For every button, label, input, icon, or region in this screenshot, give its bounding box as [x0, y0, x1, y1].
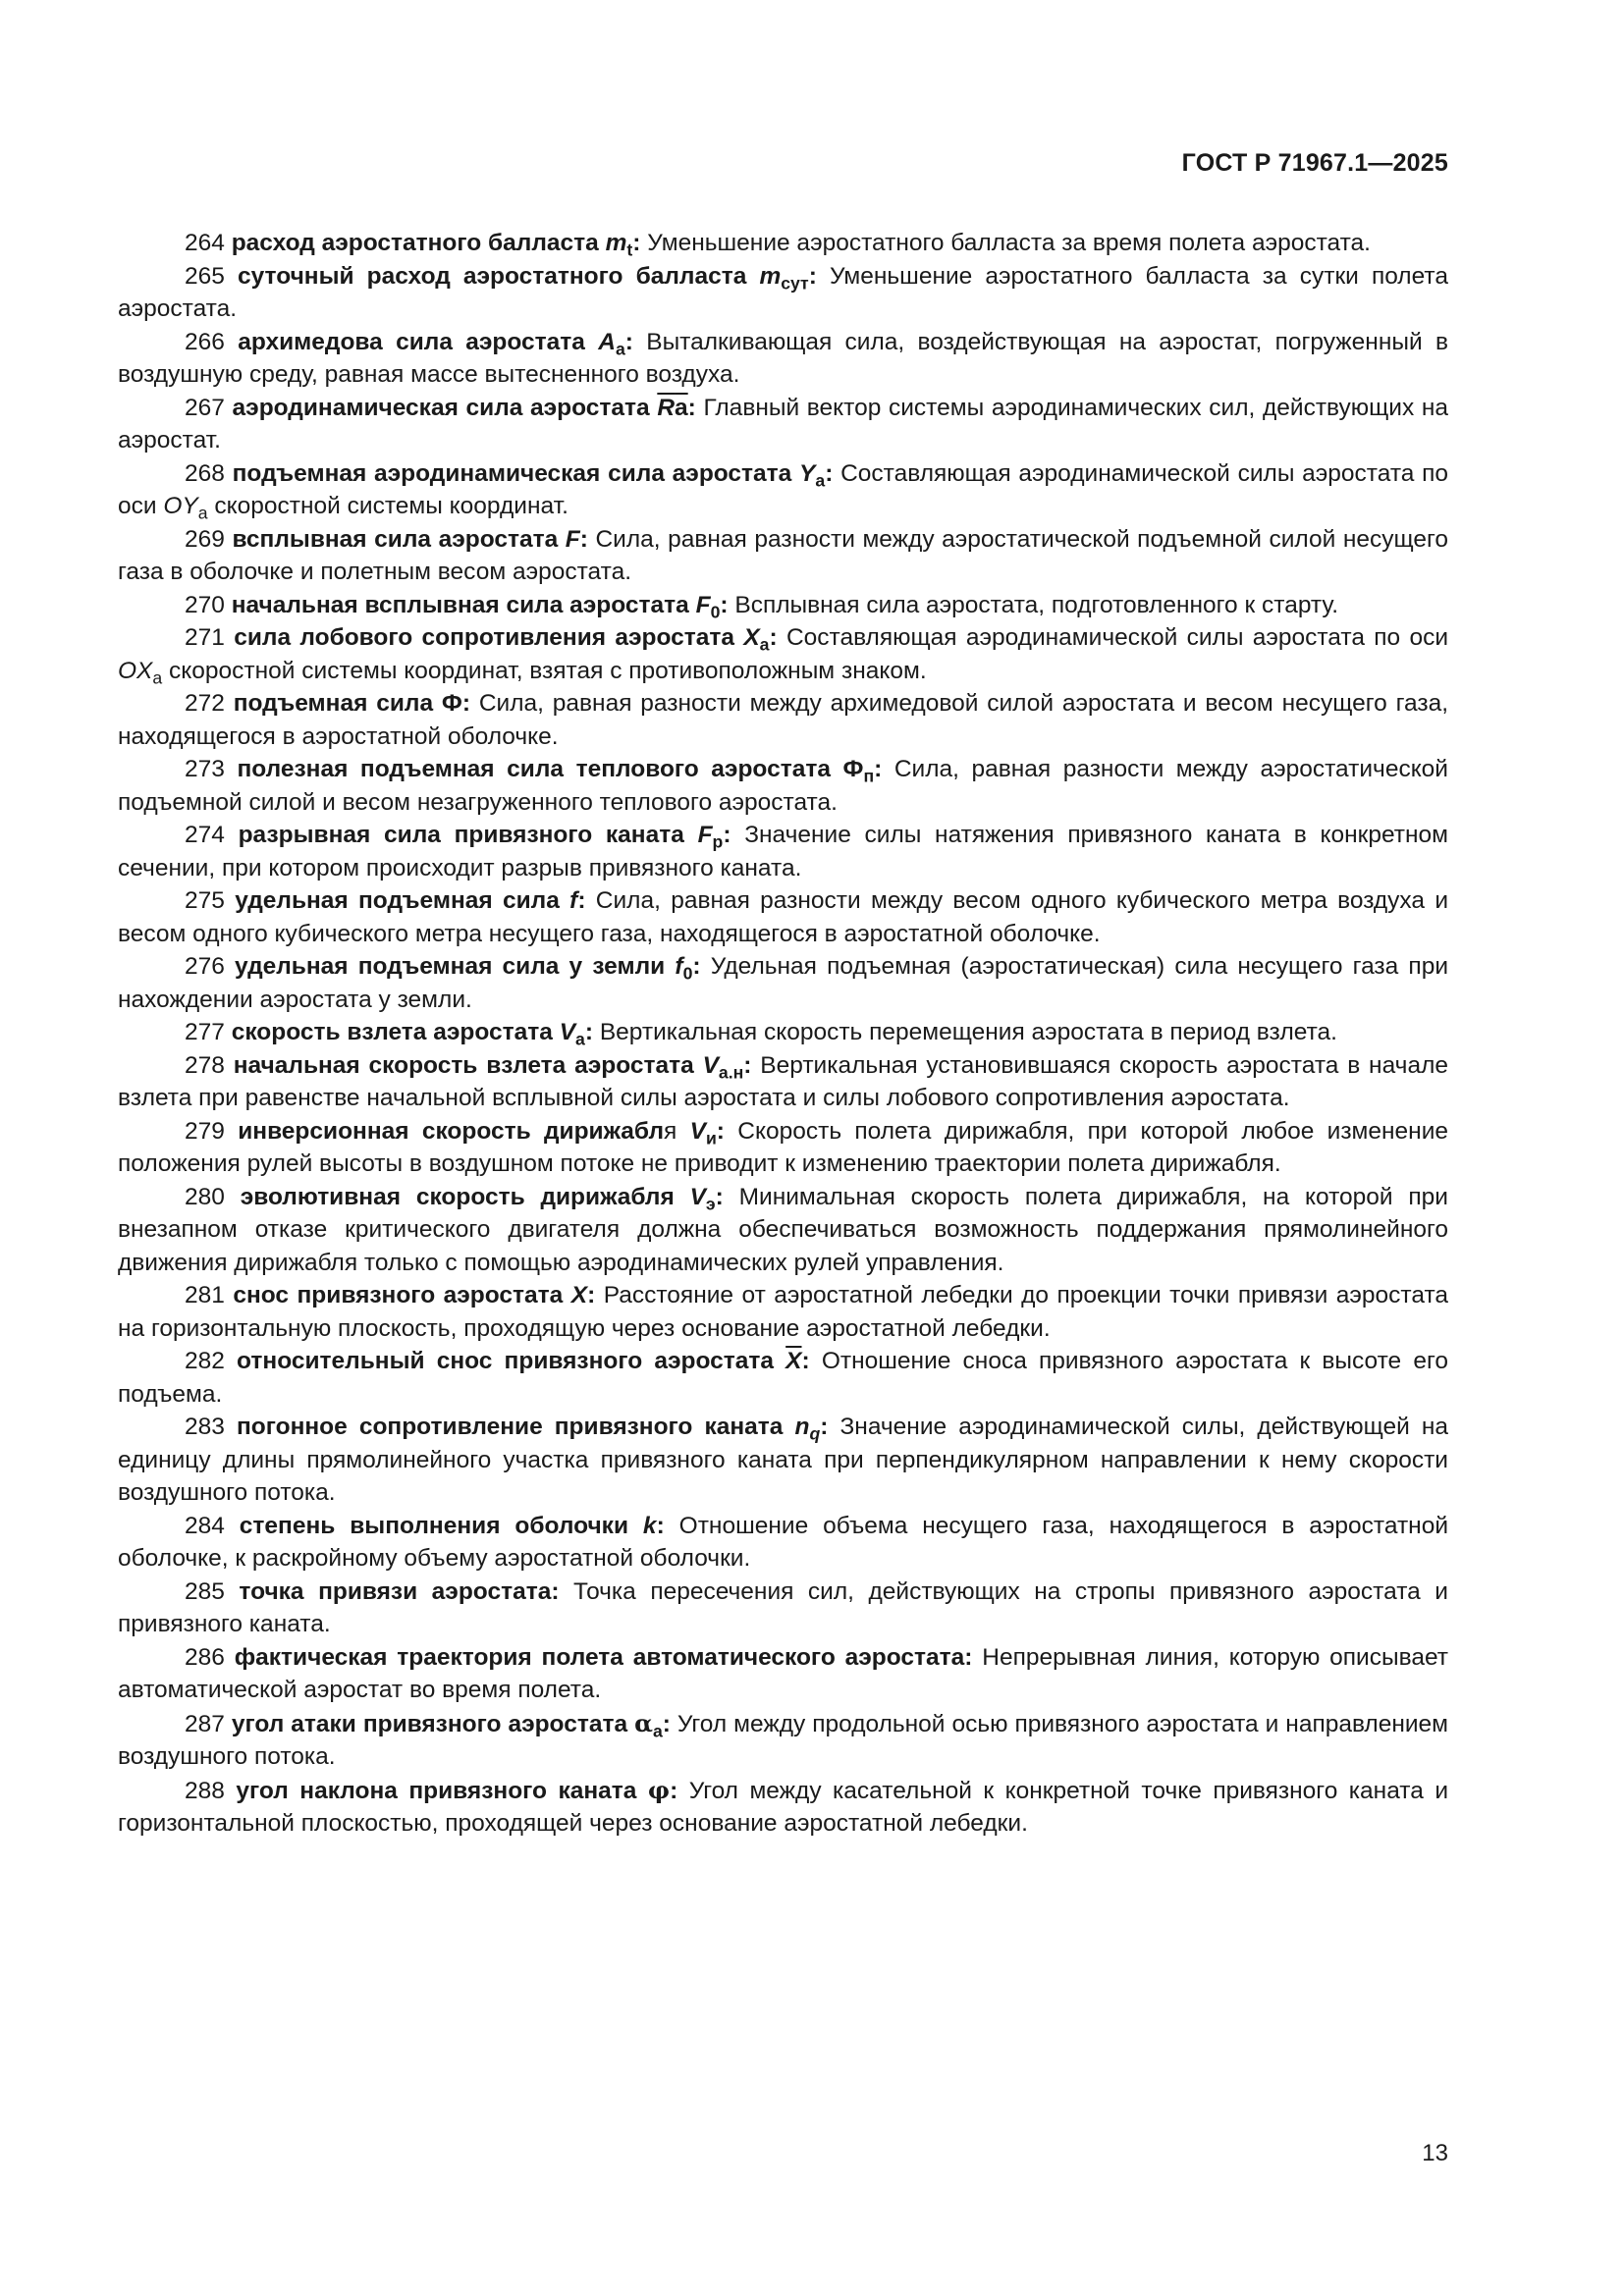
entry-symbol: m	[759, 262, 782, 290]
entry-symbol-subscript: q	[809, 1423, 821, 1444]
definition-entry-272: 272 подъемная сила Ф: Сила, равная разности между архимедовой силой аэростата и весом несущего газа, находящегося в аэростатной оболочке.	[118, 690, 1448, 750]
entry-term: подъемная аэродинамическая сила аэростата	[232, 459, 792, 487]
entry-definition: Угол между продольной осью привязного аэростата и направлением воздушного потока.	[118, 1710, 1449, 1770]
definition-entry-275: 275 удельная подъемная сила f: Сила, равная разности между весом одного кубического метра воздуха и весом одного кубического метра несущего газа, находящегося в аэростатной оболочке.	[118, 887, 1449, 947]
entry-number: 267	[185, 394, 225, 421]
entry-number: 278	[185, 1051, 225, 1079]
entry-symbol: Ф	[441, 690, 462, 717]
entry-symbol-subscript: а	[575, 1029, 585, 1049]
entry-definition: Угол между касательной к конкретной точке привязного каната и горизонтальной плоскостью, проходящей через основание аэростатной лебедки.	[118, 1777, 1449, 1837]
entry-symbol-subscript: t	[626, 240, 633, 260]
entry-symbol: Ф	[842, 756, 864, 782]
entry-term: всплывная сила аэростата	[232, 525, 559, 553]
entry-definition: Уменьшение аэростатного балласта за сутки полета аэростата.	[118, 262, 1448, 322]
entry-symbol: F	[697, 822, 713, 848]
entry-symbol-subscript: п	[863, 766, 875, 786]
entry-symbol-subscript: и	[705, 1128, 717, 1148]
entry-number: 271	[185, 624, 225, 651]
entry-definition: Отношение объема несущего газа, находящегося в аэростатной оболочке, к раскройному объему аэростатной оболочки.	[118, 1512, 1449, 1572]
entry-definition: Вертикальная скорость перемещения аэростата в период взлета.	[599, 1019, 1337, 1045]
entry-term: относительный снос привязного аэростата	[237, 1348, 774, 1374]
entry-definition: Минимальная скорость полета дирижабля, на которой при внезапном отказе критического двигателя должна обеспечиваться возможность поддержания прямолинейного движения дирижабля только с помощью аэродинамических рулей управления.	[118, 1183, 1448, 1276]
entry-term: удельная подъемная сила	[235, 887, 560, 914]
entry-definition: Уменьшение аэростатного балласта за время полета аэростата.	[647, 230, 1371, 256]
entry-definition: Отношение сноса привязного аэростата к высоте его подъема.	[118, 1348, 1448, 1408]
entry-term: удельная подъемная сила у земли	[235, 953, 666, 980]
entry-number: 272	[185, 690, 225, 717]
entry-definition: Сила, равная разности между архимедовой силой аэростата и весом несущего газа, находящегося в аэростатной оболочке.	[118, 690, 1448, 750]
definition-entry-268: 268 подъемная аэродинамическая сила аэростата $Y_а$: Составляющая аэродинамической силы аэростата по оси $OY_а$ скоростной системы координат.	[118, 459, 1449, 523]
definition-entry-284: 284 степень выполнения оболочки k: Отношение объема несущего газа, находящегося в аэростатной оболочке, к раскройному объему аэростатной оболочки.	[118, 1512, 1449, 1572]
entry-symbol: k	[642, 1512, 657, 1539]
definition-entry-282: 282 относительный снос привязного аэростата $\overline{X}$: Отношение сноса привязного аэростата к высоте его подъема.	[118, 1348, 1448, 1408]
entry-definition: Значение силы натяжения привязного каната в конкретном сечении, при котором происходит разрыв привязного каната.	[118, 822, 1449, 881]
entry-term: степень выполнения оболочки	[239, 1512, 629, 1539]
entry-term: угол наклона привязного каната	[236, 1777, 637, 1804]
entry-symbol: f	[675, 953, 683, 980]
entry-number: 287	[185, 1710, 225, 1737]
entry-number: 285	[185, 1577, 225, 1605]
entry-symbol-subscript: а	[675, 394, 688, 421]
entry-definition: Составляющая аэродинамической силы аэростата по оси $OX_а$ скоростной системы координат, взятая с противоположным знаком.	[118, 624, 1449, 688]
entry-definition: Расстояние от аэростатной лебедки до проекции точки привязи аэростата на горизонтальную плоскость, проходящую через основание аэростатной лебедки.	[118, 1282, 1449, 1342]
entry-definition: Удельная подъемная (аэростатическая) сила несущего газа при нахождении аэростата у земли.	[118, 953, 1449, 1013]
entry-term: погонное сопротивление привязного каната	[236, 1414, 784, 1440]
entry-definition: Непрерывная линия, которую описывает автоматической аэростат во время полета.	[118, 1643, 1449, 1703]
entry-term: суточный расход аэростатного балласта	[237, 262, 747, 290]
definition-entry-280: 280 эволютивная скорость дирижабля $V_э$: Минимальная скорость полета дирижабля, на которой при внезапном отказе критического двигателя должна обеспечиваться возможность поддержания прямолинейного движения дирижабля только с помощью аэродинамических рулей управления.	[118, 1183, 1448, 1276]
entry-definition: Сила, равная разности между весом одного кубического метра воздуха и весом одного кубического метра несущего газа, находящегося в аэростатной оболочке.	[118, 887, 1449, 947]
definition-entry-278: 278 начальная скорость взлета аэростата $V_{а.н}$: Вертикальная установившаяся скорость аэростата в начале взлета при равенстве начальной всплывной силы аэростата и силы лобового сопротивления аэростата.	[118, 1051, 1448, 1111]
definition-entry-274: 274 разрывная сила привязного каната $F_р$: Значение силы натяжения привязного каната в конкретном сечении, при котором происходит разрыв привязного каната.	[118, 822, 1449, 881]
entry-symbol-subscript: а.н	[718, 1062, 744, 1083]
entry-term: сила лобового сопротивления аэростата	[234, 624, 734, 651]
entry-term: начальная всплывная сила аэростата	[231, 591, 689, 618]
definition-entry-270: 270 начальная всплывная сила аэростата $F_0$: Всплывная сила аэростата, подготовленного к старту.	[185, 591, 1339, 622]
entry-number: 286	[185, 1643, 225, 1671]
entry-term: скорость взлета аэростата	[231, 1019, 553, 1045]
entry-symbol: A	[598, 328, 616, 355]
entry-symbol: Y	[799, 459, 816, 487]
entry-symbol: $\overline{X}$	[785, 1348, 802, 1374]
entry-term: разрывная сила привязного каната	[238, 822, 684, 848]
definition-entry-276: 276 удельная подъемная сила у земли $f_0$: Удельная подъемная (аэростатическая) сила несущего газа при нахождении аэростата у земли.	[118, 953, 1449, 1013]
entry-number: 269	[185, 525, 225, 553]
definition-entry-265: 265 суточный расход аэростатного балласта $m_{сут}$: Уменьшение аэростатного балласта за сутки полета аэростата.	[118, 262, 1448, 322]
entry-term: точка привязи аэростата	[239, 1577, 552, 1605]
definition-entry-273: 273 полезная подъемная сила теплового аэростата $Ф_п$: Сила, равная разности между аэростатической подъемной силой и весом незагруженного теплового аэростата.	[118, 756, 1448, 816]
entry-number: 275	[185, 887, 225, 914]
entry-symbol: F	[695, 591, 711, 618]
entry-symbol-subscript: сут	[781, 273, 809, 294]
definition-entry-285: 285 точка привязи аэростата: Точка пересечения сил, действующих на стропы привязного аэростата и привязного каната.	[118, 1577, 1448, 1637]
entry-symbol: V	[702, 1051, 719, 1079]
entry-number: 280	[185, 1183, 225, 1210]
entry-definition: Всплывная сила аэростата, подготовленного к старту.	[734, 591, 1339, 618]
entry-number: 264	[185, 230, 225, 256]
entry-symbol: m	[605, 230, 627, 256]
entry-definition: Точка пересечения сил, действующих на стропы привязного аэростата и привязного каната.	[118, 1577, 1448, 1637]
entry-definition: Сила, равная разности между аэростатической подъемной силой и весом незагруженного теплового аэростата.	[118, 756, 1448, 816]
entry-number: 276	[185, 953, 225, 980]
definition-entry-271: 271 сила лобового сопротивления аэростата $X_а$: Составляющая аэродинамической силы аэростата по оси $OX_а$ скоростной системы координат, взятая с противоположным знаком.	[118, 624, 1449, 688]
entry-definition: Сила, равная разности между аэростатической подъемной силой несущего газа в оболочке и полетным весом аэростата.	[118, 525, 1449, 585]
definition-entry-277: 277 скорость взлета аэростата $V_а$: Вертикальная скорость перемещения аэростата в период взлета.	[185, 1019, 1337, 1049]
entry-number: 282	[185, 1348, 225, 1374]
entry-term: расход аэростатного балласта	[231, 230, 599, 256]
entry-symbol: f	[569, 887, 578, 914]
entry-number: 265	[185, 262, 225, 290]
page-number: 13	[1422, 2140, 1448, 2166]
entry-symbol-subscript: а	[652, 1721, 663, 1741]
entry-term: инверсионная скорость дирижабл	[238, 1117, 665, 1145]
entry-term: подъемная сила	[233, 690, 434, 717]
entry-symbol-subscript: 0	[710, 602, 721, 622]
entry-term: снос привязного аэростата	[233, 1282, 564, 1308]
entry-number: 284	[185, 1512, 225, 1539]
definition-list	[118, 227, 1448, 1841]
entry-term: архимедова сила аэростата	[238, 328, 585, 355]
entry-term: фактическая траектория полета автоматического аэростата	[234, 1643, 965, 1671]
entry-symbol: F	[565, 525, 580, 553]
entry-symbol: X	[570, 1282, 588, 1308]
entry-symbol: X	[743, 624, 760, 651]
entry-number: 281	[185, 1282, 225, 1308]
entry-term: угол атаки привязного аэростата	[231, 1710, 628, 1737]
entry-symbol-subscript: 0	[682, 963, 693, 984]
entry-symbol: V	[559, 1019, 576, 1045]
definition-entry-286: 286 фактическая траектория полета автоматического аэростата: Непрерывная линия, которую описывает автоматической аэростат во время полета.	[118, 1643, 1449, 1703]
entry-symbol: V	[689, 1117, 706, 1145]
entry-definition: Выталкивающая сила, воздействующая на аэростат, погруженный в воздушную среду, равная массе вытесненного воздуха.	[118, 328, 1448, 388]
definition-entry-279: 279 инверсионная скорость дирижабля $V_и$: Скорость полета дирижабля, при которой любое изменение положения рулей высоты в воздушном потоке не приводит к изменению траектории полета дирижабля.	[118, 1117, 1449, 1177]
entry-symbol: α	[634, 1708, 653, 1737]
entry-number: 270	[185, 591, 225, 618]
definition-entry-269: 269 всплывная сила аэростата F: Сила, равная разности между аэростатической подъемной силой несущего газа в оболочке и полетным весом аэростата.	[118, 525, 1449, 585]
definition-entry-264: 264 расход аэростатного балласта $m_t$: Уменьшение аэростатного балласта за время полета аэростата.	[185, 230, 1371, 260]
entry-definition: Составляющая аэродинамической силы аэростата по оси $OY_а$ скоростной системы координат.	[118, 459, 1449, 523]
entry-definition: Значение аэродинамической силы, действующей на единицу длины прямолинейного участка привязного каната при перпендикулярном направлении к нему скорости воздушного потока.	[118, 1414, 1449, 1506]
entry-symbol-subscript: а	[759, 634, 770, 655]
definition-entry-288: 288 угол наклона привязного каната φ: Угол между касательной к конкретной точке привязного каната и горизонтальной плоскостью, проходящей через основание аэростатной лебедки.	[118, 1775, 1449, 1837]
entry-term: эволютивная скорость дирижабля	[240, 1183, 675, 1210]
entry-number: 288	[185, 1777, 225, 1804]
entry-symbol-subscript: а	[615, 339, 625, 359]
entry-definition: Главный вектор системы аэродинамических сил, действующих на аэростат.	[118, 394, 1449, 454]
entry-term: полезная подъемная сила теплового аэростата	[237, 756, 831, 782]
entry-number: 266	[185, 328, 225, 355]
entry-definition: Скорость полета дирижабля, при которой любое изменение положения рулей высоты в воздушном потоке не приводит к изменению траектории полета дирижабля.	[118, 1117, 1449, 1177]
entry-symbol-subscript: э	[705, 1194, 716, 1214]
definition-entry-281: 281 снос привязного аэростата X: Расстояние от аэростатной лебедки до проекции точки привязи аэростата на горизонтальную плоскость, проходящую через основание аэростатной лебедки.	[118, 1282, 1449, 1342]
entry-definition: Вертикальная установившаяся скорость аэростата в начале взлета при равенстве начальной всплывной силы аэростата и силы лобового сопротивления аэростата.	[118, 1051, 1448, 1111]
entry-term: начальная скорость взлета аэростата	[233, 1051, 694, 1079]
entry-term-tail: я	[664, 1117, 677, 1145]
entry-symbol: φ	[647, 1775, 671, 1804]
entry-number: 279	[185, 1117, 225, 1145]
entry-symbol: R	[657, 394, 676, 421]
entry-number: 268	[185, 459, 225, 487]
entry-number: 274	[185, 822, 225, 848]
standard-header: ГОСТ Р 71967.1—2025	[1181, 149, 1448, 177]
entry-term: аэродинамическая сила аэростата	[232, 394, 650, 421]
entry-number: 273	[185, 756, 225, 782]
entry-number: 277	[185, 1019, 225, 1045]
definition-entry-287: 287 угол атаки привязного аэростата $\alpha_а$: Угол между продольной осью привязного аэростата и направлением воздушного потока.	[118, 1708, 1449, 1770]
entry-number: 283	[185, 1414, 225, 1440]
definition-entry-283: 283 погонное сопротивление привязного каната $n_q$: Значение аэродинамической силы, действующей на единицу длины прямолинейного участка привязного каната при перпендикулярном направлении к нему скорости воздушного потока.	[118, 1414, 1449, 1506]
entry-symbol-subscript: р	[712, 831, 724, 852]
definition-entry-267: 267 аэродинамическая сила аэростата Rа: Главный вектор системы аэродинамических сил, действующих на аэростат.	[118, 394, 1449, 454]
entry-symbol: n	[794, 1414, 810, 1440]
entry-symbol: V	[689, 1183, 706, 1210]
definition-entry-266: 266 архимедова сила аэростата $A_а$: Выталкивающая сила, воздействующая на аэростат, погруженный в воздушную среду, равная массе вытесненного воздуха.	[118, 328, 1448, 388]
entry-symbol-subscript: а	[815, 470, 826, 491]
